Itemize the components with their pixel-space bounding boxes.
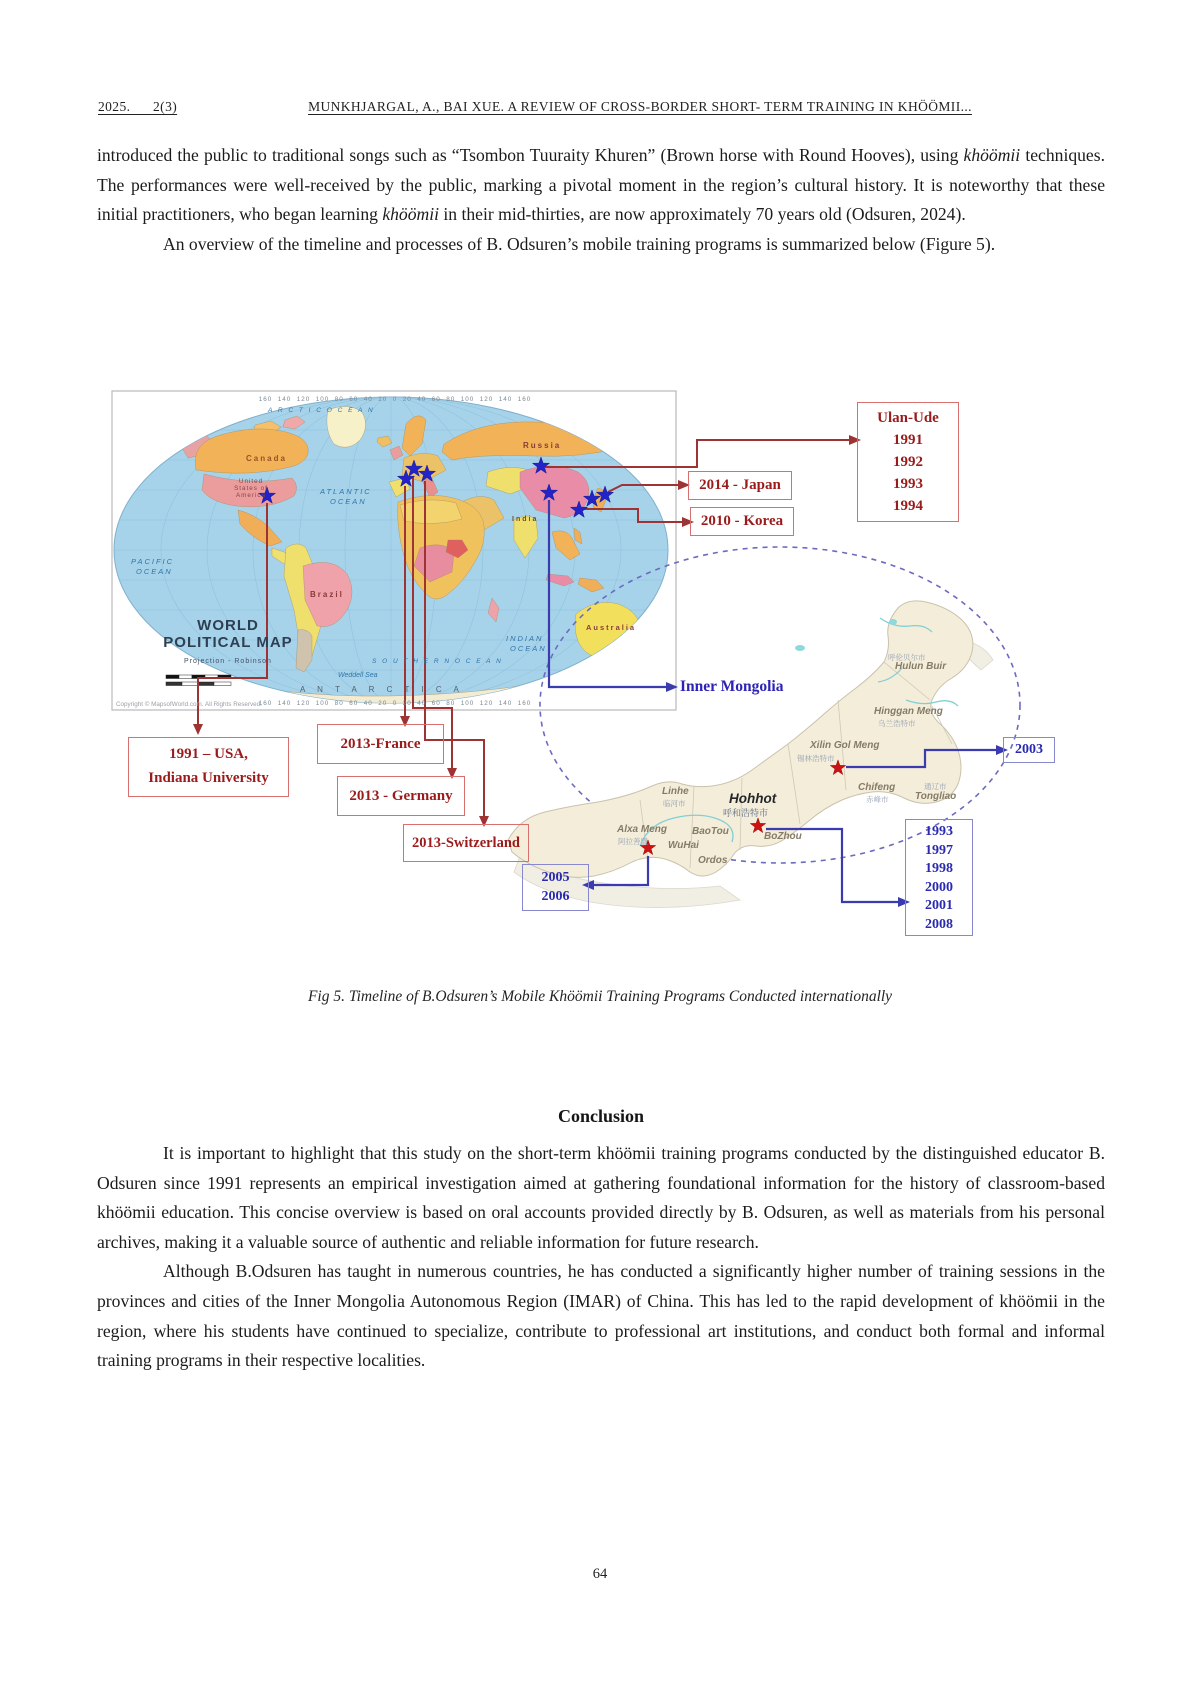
pacific-ocean-label-1: PACIFIC [131,557,175,566]
hohhot-label: Hohhot [729,791,777,806]
alxa-meng-zh: 阿拉善盟 [618,837,648,846]
ordos-label: Ordos [698,855,728,866]
map-longitude-row-top: 160 140 120 100 80 60 40 20 0 20 40 60 80 100 120 140 160 [258,396,532,403]
linhe-label: Linhe [662,786,689,797]
tongliao-zh: 通辽市 [924,782,947,791]
p1-segment: techniques. The performances were well-received by the public, marking a pivotal moment in the region’s cultural history. It is noteworthy that these initial practitioners, who began learning [97,145,1105,225]
atlantic-ocean-label-2: OCEAN [330,497,367,506]
pacific-ocean-label-2: OCEAN [136,567,173,576]
map-longitude-row-bottom: 160 140 120 100 80 60 40 20 0 20 40 60 80 100 120 140 160 [258,700,532,707]
callout-hohhot-year: 1998 [925,861,953,876]
chifeng-zh: 赤峰市 [866,795,889,804]
p1-segment: introduced the public to traditional songs such as “Tsombon Tuuraity Khuren” (Brown horse with Round Hooves), using [97,145,964,165]
p1-italic-khoomii: khöömii [963,145,1021,165]
bozhou-label: BoZhou [764,831,802,842]
map-copyright: Copyright © MapsofWorld.com. All Rights Reserved. [116,701,262,708]
im-lake [889,619,897,625]
weddell-sea-label: Weddell Sea [338,672,378,679]
inner-mongolia-label: Inner Mongolia [680,678,784,695]
callout-hohhot-year: 1993 [925,824,953,839]
india-label: India [512,516,539,523]
conclusion-paragraph-2: Although B.Odsuren has taught in numerous countries, he has conducted a significantly higher number of training sessions in the provinces and cities of the Inner Mongolia Autonomous Region (IMAR) of China. This has led to the rapid development of khöömii in the region, where his students have continued to specialize, contribute to professional art institutions, and conduct both formal and informal training programs in their respective localities. [97,1261,1105,1371]
callout-germany: 2013 - Germany [337,776,465,816]
hinggan-meng-zh: 乌兰浩特市 [878,719,916,728]
indian-ocean-label-2: OCEAN [510,644,547,653]
callout-ulan-ude-year: 1991 [893,432,923,448]
callout-ulan-ude [857,402,959,522]
callout-alxa-year: 2006 [541,889,570,904]
callout-2003: 2003 [1003,737,1055,763]
callout-alxa-year: 2005 [541,870,570,885]
callout-usa-line2: Indiana University [148,770,269,786]
alxa-meng-label: Alxa Meng [617,824,668,835]
figure-caption: Fig 5. Timeline of B.Odsuren’s Mobile Khöömii Training Programs Conducted internationally [307,988,893,1005]
callout-hohhot-year: 2000 [925,879,953,895]
russia-label: Russia [523,441,562,450]
callout-alxa-years [522,864,589,911]
callout-ulan-ude-year: 1993 [893,476,923,492]
arctic-ocean-label: A R C T I C O C E A N [268,407,375,414]
chifeng-label: Chifeng [858,782,896,793]
callout-hohhot-year: 2008 [925,916,953,932]
antarctica-label: A N T A R C T I C A [300,685,464,694]
callout-hohhot-year: 1997 [925,842,953,858]
atlantic-ocean-label-1: ATLANTIC [320,487,372,496]
hulun-buir-label: Hulun Buir [895,661,947,672]
callout-france: 2013-France [317,724,444,764]
im-lake [795,645,805,651]
callout-hohhot-year: 2001 [925,898,953,913]
callout-japan: 2014 - Japan [688,471,792,500]
paragraph-2: An overview of the timeline and processes of B. Odsuren’s mobile training programs is summarized below (Figure 5). [163,233,996,254]
hohhot-zh: 呼和浩特市 [723,808,769,818]
p1-segment: in their mid-thirties, are now approximately 70 years old (Odsuren, 2024). [439,204,966,225]
xilingol-label: Xilin Gol Meng [810,740,880,751]
callout-ulan-ude-year: 1994 [893,498,923,514]
map-title-line2: POLITICAL MAP [163,634,293,651]
wuhai-label: WuHai [668,840,699,851]
brazil-label: Brazil [310,590,344,599]
page-number: 64 [592,1566,608,1582]
running-title: MUNKHJARGAL, A., BAI XUE. A REVIEW OF CROSS-BORDER SHORT- TERM TRAINING IN KHÖÖMII... [308,99,972,114]
conclusion-heading: Conclusion [557,1106,645,1126]
australia-label: Australia [586,623,637,632]
xilingol-zh: 锡林浩特市 [797,754,835,763]
indian-ocean-label-1: INDIAN [506,634,544,643]
hinggan-meng-label: Hinggan Meng [874,706,943,717]
callout-usa-line1: 1991 – USA, [169,746,248,762]
journal-issue: 2025. 2(3) [98,99,178,114]
canada-label: Canada [246,454,287,463]
p1-italic-khoomii: khöömii [382,204,440,225]
conclusion-text [97,1139,1105,1376]
map-projection-label: Projection - Robinson [184,658,272,665]
callout-ulan-ude-title: Ulan-Ude [877,410,939,426]
callout-ulan-ude-year: 1992 [893,454,923,470]
conclusion-paragraph-1: It is important to highlight that this study on the short-term khöömii training programs conducted by the distinguished educator B. Odsuren since 1991 represents an empirical investigation aimed at gathering foundational information for the history of classroom-based khöömii education. This concise overview is based on oral accounts provided directly by B. Odsuren, as well as materials from his personal archives, making it a valuable source of authentic and reliable information for future research. [97,1143,1105,1252]
callout-switzerland: 2013-Switzerland [403,824,529,862]
callout-hohhot-years [905,819,973,936]
callout-usa [128,737,289,797]
southern-ocean-label: S O U T H E R N O C E A N [372,658,503,665]
tongliao-label: Tongliao [915,791,957,802]
baotou-label: BaoTou [692,826,729,837]
linhe-zh: 临河市 [663,799,686,808]
hulun-buir-zh: 呼伦贝尔市 [888,653,926,662]
callout-korea: 2010 - Korea [690,507,794,536]
map-title-line1: WORLD [197,617,259,634]
usa-label: United States of America [234,478,268,499]
